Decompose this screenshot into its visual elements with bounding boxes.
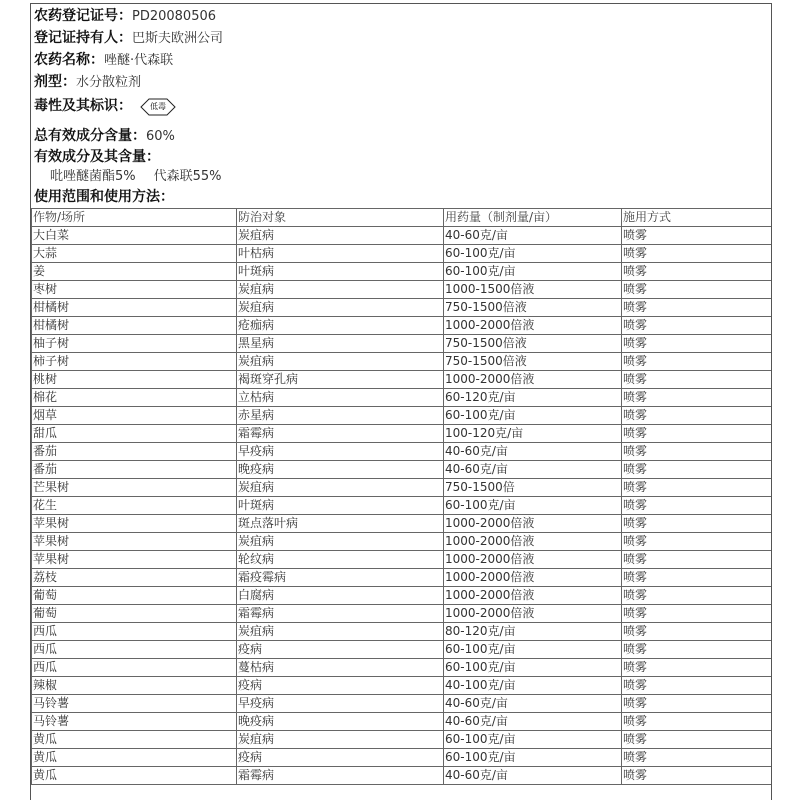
target-cell: 黑星病 xyxy=(237,335,444,353)
method-cell: 喷雾 xyxy=(622,245,772,263)
registration-document xyxy=(30,3,772,800)
target-cell: 立枯病 xyxy=(237,389,444,407)
dosage-cell: 40-60克/亩 xyxy=(444,695,622,713)
dosage-cell: 60-100克/亩 xyxy=(444,641,622,659)
table-row xyxy=(32,605,772,623)
table-row xyxy=(32,479,772,497)
target-cell: 霜疫霉病 xyxy=(237,569,444,587)
crop-cell: 辣椒 xyxy=(32,677,237,695)
table-row xyxy=(32,515,772,533)
dosage-cell: 750-1500倍 xyxy=(444,479,622,497)
table-row xyxy=(32,245,772,263)
method-cell: 喷雾 xyxy=(622,659,772,677)
crop-cell: 桃树 xyxy=(32,371,237,389)
table-row xyxy=(32,569,772,587)
method-cell: 喷雾 xyxy=(622,263,772,281)
dosage-cell: 80-120克/亩 xyxy=(444,623,622,641)
ingredients-label: 有效成分及其含量： xyxy=(34,149,160,165)
table-row xyxy=(32,371,772,389)
usage-table-header-row xyxy=(32,209,772,227)
target-cell: 疮痂病 xyxy=(237,317,444,335)
crop-cell: 柿子树 xyxy=(32,353,237,371)
method-cell: 喷雾 xyxy=(622,605,772,623)
method-cell: 喷雾 xyxy=(622,695,772,713)
toxicity-line xyxy=(34,95,176,117)
crop-cell: 葡萄 xyxy=(32,605,237,623)
dosage-cell: 40-60克/亩 xyxy=(444,443,622,461)
target-cell: 晚疫病 xyxy=(237,461,444,479)
table-row xyxy=(32,749,772,767)
method-cell: 喷雾 xyxy=(622,407,772,425)
table-row xyxy=(32,713,772,731)
ingredient-1: 吡唑醚菌酯5% xyxy=(50,169,136,184)
low-toxicity-diamond-icon xyxy=(140,98,176,116)
table-row xyxy=(32,641,772,659)
dosage-cell: 60-100克/亩 xyxy=(444,731,622,749)
table-row xyxy=(32,443,772,461)
target-cell: 疫病 xyxy=(237,641,444,659)
method-cell: 喷雾 xyxy=(622,569,772,587)
formulation-line xyxy=(34,71,141,93)
method-cell: 喷雾 xyxy=(622,533,772,551)
crop-cell: 西瓜 xyxy=(32,641,237,659)
table-row xyxy=(32,677,772,695)
ingredient-2: 代森联55% xyxy=(153,169,222,184)
usage-label: 使用范围和使用方法： xyxy=(34,189,174,205)
crop-cell: 苹果树 xyxy=(32,533,237,551)
column-header-dosage: 用药量（制剂量/亩） xyxy=(444,209,622,227)
dosage-cell: 1000-2000倍液 xyxy=(444,551,622,569)
target-cell: 褐斑穿孔病 xyxy=(237,371,444,389)
pesticide-name-label: 农药名称： xyxy=(34,52,104,68)
target-cell: 轮纹病 xyxy=(237,551,444,569)
crop-cell: 番茄 xyxy=(32,461,237,479)
column-header-crop: 作物/场所 xyxy=(32,209,237,227)
method-cell: 喷雾 xyxy=(622,461,772,479)
target-cell: 叶枯病 xyxy=(237,245,444,263)
column-header-target: 防治对象 xyxy=(237,209,444,227)
method-cell: 喷雾 xyxy=(622,443,772,461)
crop-cell: 西瓜 xyxy=(32,623,237,641)
table-row xyxy=(32,533,772,551)
table-row xyxy=(32,659,772,677)
dosage-cell: 60-120克/亩 xyxy=(444,389,622,407)
crop-cell: 花生 xyxy=(32,497,237,515)
method-cell: 喷雾 xyxy=(622,623,772,641)
target-cell: 疫病 xyxy=(237,677,444,695)
crop-cell: 甜瓜 xyxy=(32,425,237,443)
dosage-cell: 60-100克/亩 xyxy=(444,749,622,767)
table-row xyxy=(32,299,772,317)
dosage-cell: 1000-2000倍液 xyxy=(444,515,622,533)
method-cell: 喷雾 xyxy=(622,677,772,695)
toxicity-label: 毒性及其标识： xyxy=(34,98,132,114)
method-cell: 喷雾 xyxy=(622,767,772,785)
crop-cell: 柚子树 xyxy=(32,335,237,353)
dosage-cell: 60-100克/亩 xyxy=(444,497,622,515)
table-row xyxy=(32,731,772,749)
crop-cell: 黄瓜 xyxy=(32,749,237,767)
target-cell: 炭疽病 xyxy=(237,227,444,245)
holder-line xyxy=(34,27,223,49)
holder-label: 登记证持有人： xyxy=(34,30,132,46)
table-row xyxy=(32,425,772,443)
target-cell: 早疫病 xyxy=(237,695,444,713)
crop-cell: 苹果树 xyxy=(32,551,237,569)
method-cell: 喷雾 xyxy=(622,281,772,299)
table-row xyxy=(32,227,772,245)
table-row xyxy=(32,263,772,281)
target-cell: 炭疽病 xyxy=(237,479,444,497)
target-cell: 白腐病 xyxy=(237,587,444,605)
dosage-cell: 1000-2000倍液 xyxy=(444,587,622,605)
method-cell: 喷雾 xyxy=(622,335,772,353)
target-cell: 炭疽病 xyxy=(237,731,444,749)
total-content-line xyxy=(34,125,175,147)
method-cell: 喷雾 xyxy=(622,299,772,317)
dosage-cell: 40-60克/亩 xyxy=(444,461,622,479)
registration-number-line xyxy=(34,5,216,27)
target-cell: 炭疽病 xyxy=(237,353,444,371)
crop-cell: 马铃薯 xyxy=(32,695,237,713)
method-cell: 喷雾 xyxy=(622,749,772,767)
target-cell: 赤星病 xyxy=(237,407,444,425)
crop-cell: 芒果树 xyxy=(32,479,237,497)
dosage-cell: 1000-2000倍液 xyxy=(444,371,622,389)
crop-cell: 苹果树 xyxy=(32,515,237,533)
target-cell: 早疫病 xyxy=(237,443,444,461)
crop-cell: 姜 xyxy=(32,263,237,281)
method-cell: 喷雾 xyxy=(622,353,772,371)
total-content-label: 总有效成分含量： xyxy=(34,128,146,144)
table-row xyxy=(32,335,772,353)
method-cell: 喷雾 xyxy=(622,371,772,389)
dosage-cell: 40-60克/亩 xyxy=(444,767,622,785)
target-cell: 斑点落叶病 xyxy=(237,515,444,533)
dosage-cell: 750-1500倍液 xyxy=(444,335,622,353)
table-row xyxy=(32,587,772,605)
crop-cell: 棉花 xyxy=(32,389,237,407)
dosage-cell: 60-100克/亩 xyxy=(444,263,622,281)
crop-cell: 枣树 xyxy=(32,281,237,299)
usage-table xyxy=(31,208,772,785)
registration-number-label: 农药登记证号： xyxy=(34,8,132,24)
method-cell: 喷雾 xyxy=(622,389,772,407)
crop-cell: 烟草 xyxy=(32,407,237,425)
target-cell: 叶斑病 xyxy=(237,263,444,281)
ingredients-line xyxy=(34,146,160,168)
crop-cell: 荔枝 xyxy=(32,569,237,587)
toxicity-badge-text: 低毒 xyxy=(150,101,166,111)
target-cell: 霜霉病 xyxy=(237,767,444,785)
dosage-cell: 60-100克/亩 xyxy=(444,245,622,263)
target-cell: 炭疽病 xyxy=(237,623,444,641)
dosage-cell: 60-100克/亩 xyxy=(444,659,622,677)
target-cell: 叶斑病 xyxy=(237,497,444,515)
method-cell: 喷雾 xyxy=(622,587,772,605)
dosage-cell: 1000-2000倍液 xyxy=(444,605,622,623)
usage-line xyxy=(34,186,174,208)
target-cell: 炭疽病 xyxy=(237,299,444,317)
ingredients-values xyxy=(34,166,222,188)
dosage-cell: 1000-2000倍液 xyxy=(444,533,622,551)
method-cell: 喷雾 xyxy=(622,425,772,443)
dosage-cell: 750-1500倍液 xyxy=(444,299,622,317)
usage-table-body xyxy=(32,227,772,785)
table-row xyxy=(32,407,772,425)
target-cell: 霜霉病 xyxy=(237,425,444,443)
dosage-cell: 100-120克/亩 xyxy=(444,425,622,443)
target-cell: 霜霉病 xyxy=(237,605,444,623)
dosage-cell: 1000-2000倍液 xyxy=(444,569,622,587)
table-row xyxy=(32,353,772,371)
table-row xyxy=(32,317,772,335)
target-cell: 晚疫病 xyxy=(237,713,444,731)
registration-number-value: PD20080506 xyxy=(132,9,217,24)
method-cell: 喷雾 xyxy=(622,497,772,515)
pesticide-name-value: 唑醚·代森联 xyxy=(104,53,174,68)
table-row xyxy=(32,767,772,785)
dosage-cell: 60-100克/亩 xyxy=(444,407,622,425)
method-cell: 喷雾 xyxy=(622,515,772,533)
crop-cell: 黄瓜 xyxy=(32,731,237,749)
total-content-value: 60% xyxy=(146,129,175,144)
table-row xyxy=(32,551,772,569)
crop-cell: 黄瓜 xyxy=(32,767,237,785)
dosage-cell: 40-60克/亩 xyxy=(444,713,622,731)
table-row xyxy=(32,461,772,479)
crop-cell: 柑橘树 xyxy=(32,299,237,317)
table-row xyxy=(32,281,772,299)
table-row xyxy=(32,695,772,713)
dosage-cell: 750-1500倍液 xyxy=(444,353,622,371)
dosage-cell: 1000-2000倍液 xyxy=(444,317,622,335)
crop-cell: 番茄 xyxy=(32,443,237,461)
column-header-method: 施用方式 xyxy=(622,209,772,227)
dosage-cell: 40-60克/亩 xyxy=(444,227,622,245)
dosage-cell: 40-100克/亩 xyxy=(444,677,622,695)
crop-cell: 马铃薯 xyxy=(32,713,237,731)
holder-value: 巴斯夫欧洲公司 xyxy=(132,31,224,46)
table-row xyxy=(32,623,772,641)
target-cell: 炭疽病 xyxy=(237,281,444,299)
crop-cell: 西瓜 xyxy=(32,659,237,677)
method-cell: 喷雾 xyxy=(622,641,772,659)
formulation-label: 剂型： xyxy=(34,74,76,90)
method-cell: 喷雾 xyxy=(622,479,772,497)
method-cell: 喷雾 xyxy=(622,227,772,245)
method-cell: 喷雾 xyxy=(622,731,772,749)
table-row xyxy=(32,389,772,407)
target-cell: 疫病 xyxy=(237,749,444,767)
method-cell: 喷雾 xyxy=(622,317,772,335)
target-cell: 蔓枯病 xyxy=(237,659,444,677)
dosage-cell: 1000-1500倍液 xyxy=(444,281,622,299)
crop-cell: 大蒜 xyxy=(32,245,237,263)
target-cell: 炭疽病 xyxy=(237,533,444,551)
table-row xyxy=(32,497,772,515)
crop-cell: 葡萄 xyxy=(32,587,237,605)
pesticide-name-line xyxy=(34,49,173,71)
formulation-value: 水分散粒剂 xyxy=(76,75,142,90)
method-cell: 喷雾 xyxy=(622,551,772,569)
method-cell: 喷雾 xyxy=(622,713,772,731)
crop-cell: 大白菜 xyxy=(32,227,237,245)
crop-cell: 柑橘树 xyxy=(32,317,237,335)
